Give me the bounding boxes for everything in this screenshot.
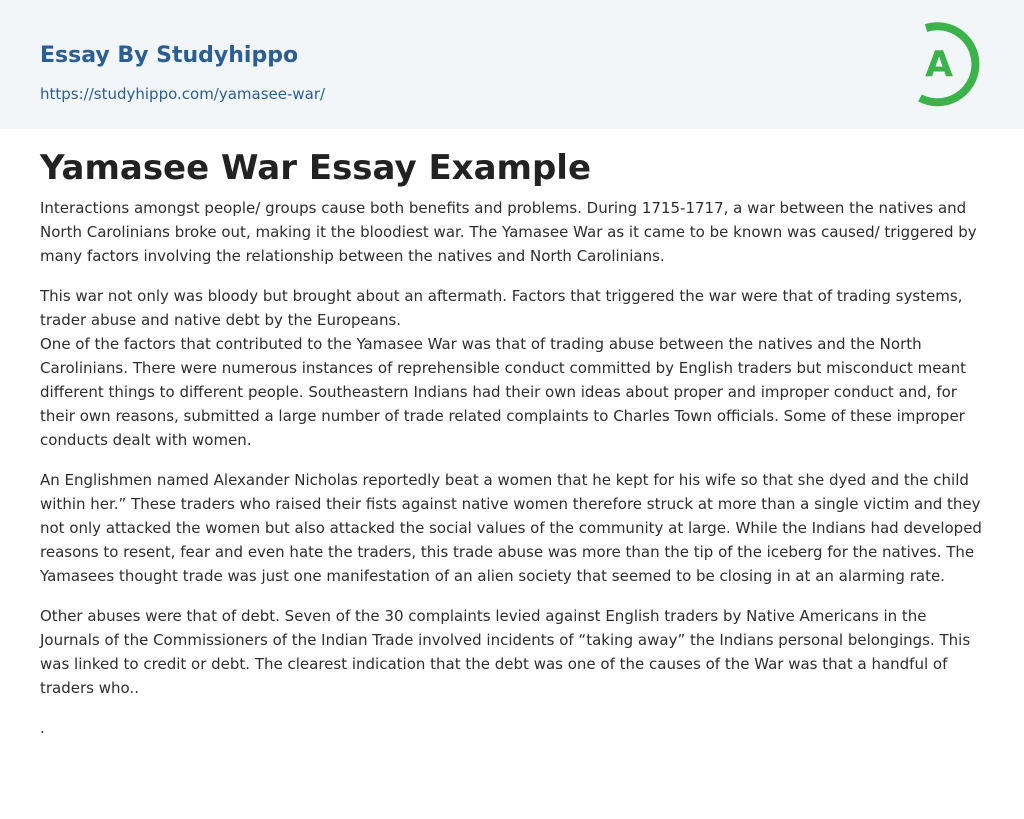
article-paragraph-2: This war not only was bloody but brought about an aftermath. Factors that triggered the war were that of trading systems, trader abuse and native debt by the Europeans. — [40, 287, 963, 329]
article-paragraph-ellipsis: . — [40, 719, 45, 737]
article-title: Yamasee War Essay Example — [40, 148, 592, 188]
article-paragraph-1: Interactions amongst people/ groups cause both benefits and problems. During 1715-1717, a war between the natives and North Carolinians broke out, making it the bloodiest war. The Yamasee War as it came to be known was caused/ triggered by many factors involving the relationship between the natives and North Carolinians. — [40, 199, 977, 265]
article-content — [40, 140, 984, 756]
article-paragraph-4: An Englishmen named Alexander Nicholas reportedly beat a women that he kept for his wife so that she dyed and the child within her.” These traders who raised their fists against native women therefore struck at more than a single victim and they not only attacked the women but also attacked the social values of the community at large. While the Indians had developed reasons to resent, fear and even hate the traders, this trade abuse was more than the tip of the iceberg for the natives. The Yamasees thought trade was just one manifestation of an alien society that seemed to be closing in at an alarming rate. — [40, 471, 982, 585]
article-paragraph-5: Other abuses were that of debt. Seven of the 30 complaints levied against English traders by Native Americans in the Journals of the Commissioners of the Indian Trade involved incidents of “taking away” the Indians personal belongings. This was linked to credit or debt. The clearest indication that the debt was one of the causes of the War was that a handful of traders who.. — [40, 607, 971, 697]
site-brand-title[interactable]: Essay By Studyhippo — [40, 43, 299, 68]
article-paragraph-3: One of the factors that contributed to the Yamasee War was that of trading abuse between the natives and the North Carolinians. There were numerous instances of reprehensible conduct committed by English traders but misconduct meant different things to different people. Southeastern Indians had their own ideas about proper and improper conduct and, for their own reasons, submitted a large number of trade related complaints to Charles Town officials. Some of these improper conducts dealt with women. — [40, 335, 967, 449]
site-header — [0, 0, 1024, 129]
article-url-link[interactable]: https://studyhippo.com/yamasee-war/ — [40, 85, 326, 103]
studyhippo-logo-icon[interactable] — [896, 20, 988, 108]
logo-letter: A — [925, 44, 953, 85]
